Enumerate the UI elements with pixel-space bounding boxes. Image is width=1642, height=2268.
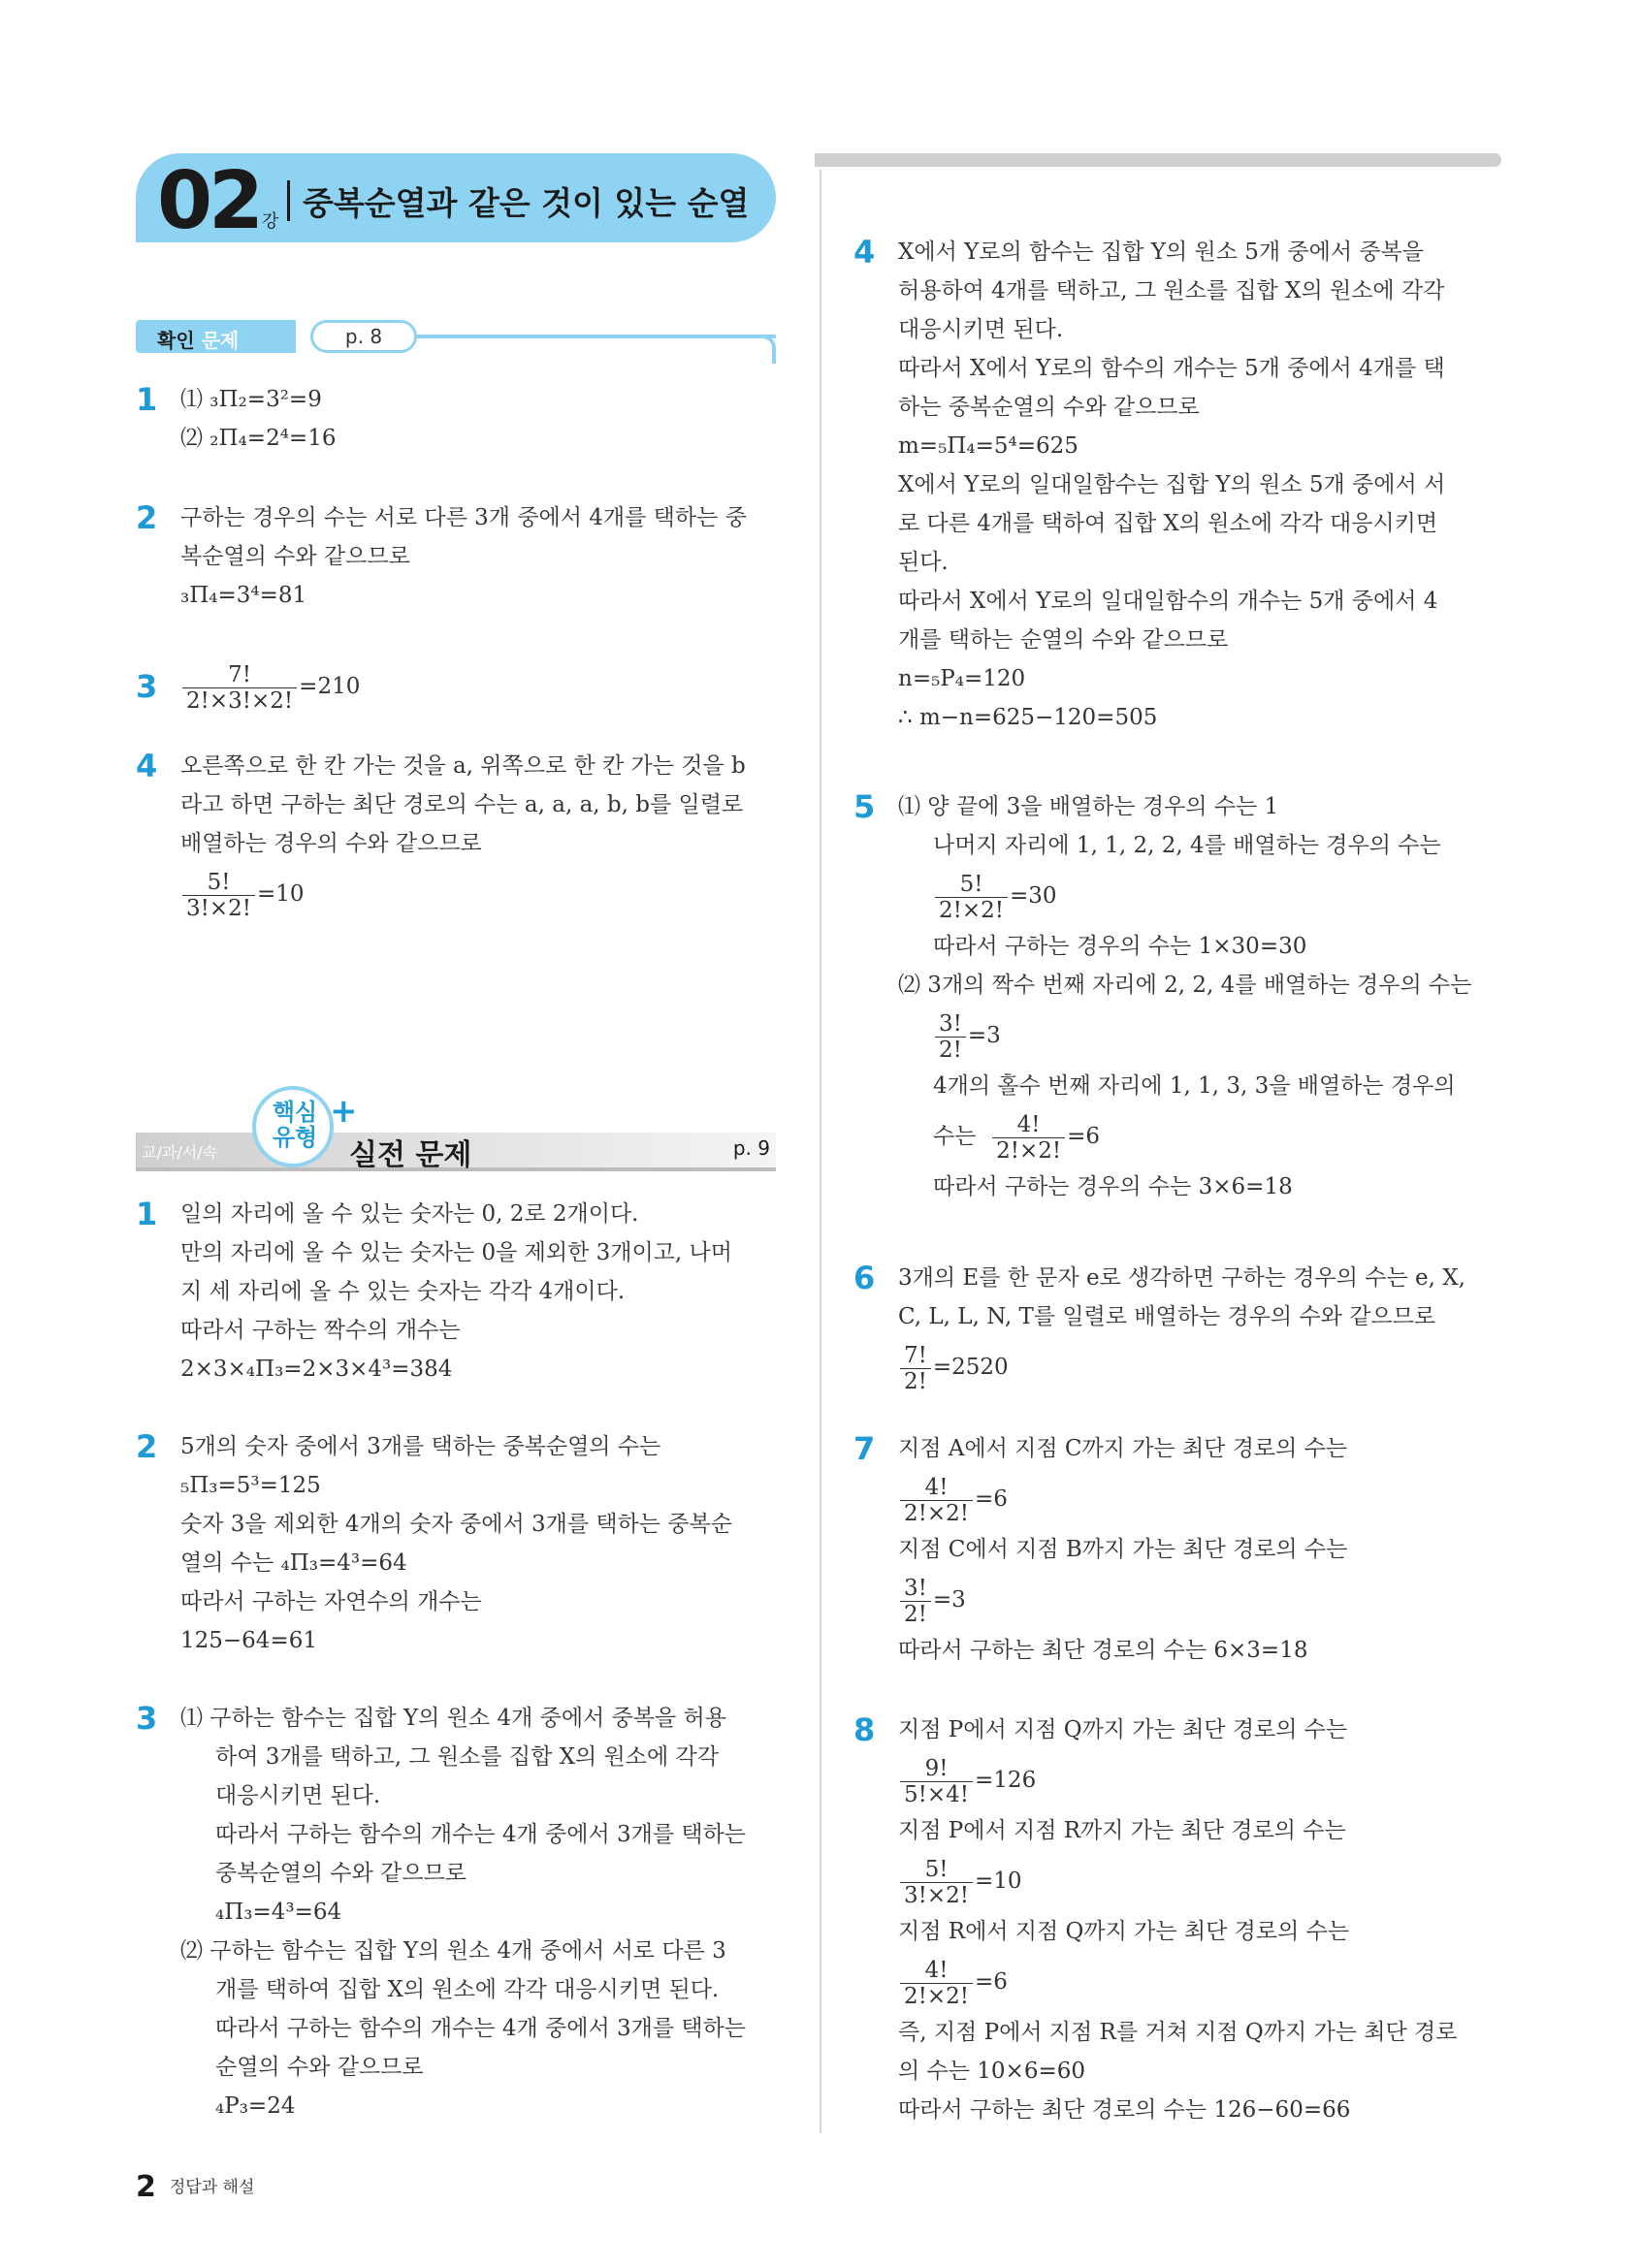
denominator: 2!×3!×2!	[186, 687, 294, 714]
line: 2×3×₄Π₃=2×3×4³=384	[180, 1357, 453, 1382]
section-small-label: 교/과/서/속	[142, 1143, 217, 1162]
denominator: 5!×4!	[904, 1781, 970, 1807]
line: 숫자 3을 제외한 4개의 숫자 중에서 3개를 택하는 중복순	[180, 1512, 732, 1537]
line: 열의 수는 ₄Π₃=4³=64	[180, 1550, 407, 1576]
problem-number: 1	[136, 381, 158, 418]
line: 따라서 구하는 함수의 개수는 4개 중에서 3개를 택하는	[215, 1822, 747, 1847]
problem-body	[898, 1429, 1347, 1670]
line: X에서 Y로의 함수는 집합 Y의 원소 5개 중에서 중복을	[898, 240, 1425, 265]
line: 지점 P에서 지점 R까지 가는 최단 경로의 수는	[898, 1818, 1346, 1843]
problem-number: 6	[853, 1260, 876, 1296]
line: ⑵ 3개의 짝수 번째 자리에 2, 2, 4를 배열하는 경우의 수는	[898, 973, 1472, 998]
line	[898, 865, 1471, 927]
fraction	[935, 872, 1008, 923]
problem-number: 1	[136, 1196, 158, 1232]
line: 따라서 구하는 경우의 수는 1×30=30	[933, 934, 1307, 959]
problem-body	[898, 233, 1445, 737]
problem-body	[180, 1699, 746, 2125]
fraction	[900, 1857, 973, 1908]
line	[898, 1336, 1465, 1398]
problem-body	[180, 498, 747, 615]
result: =6	[975, 1969, 1008, 1995]
result: =210	[299, 674, 361, 699]
problem-number: 7	[853, 1430, 876, 1467]
section-label	[157, 325, 239, 353]
line	[898, 1850, 1457, 1912]
denominator: 2!×2!	[939, 897, 1005, 923]
denominator: 2!×2!	[996, 1137, 1062, 1164]
line	[898, 1569, 1347, 1631]
line: 따라서 구하는 짝수의 개수는	[180, 1318, 461, 1343]
line: 만의 자리에 올 수 있는 숫자는 0을 제외한 3개이고, 나머	[180, 1240, 732, 1265]
line: ₄Π₃=4³=64	[215, 1900, 342, 1925]
problem-body	[898, 1710, 1457, 2129]
line: ⑴ 구하는 함수는 집합 Y의 원소 4개 중에서 중복을 허용	[180, 1706, 726, 1731]
line: ⑵ 구하는 함수는 집합 Y의 원소 4개 중에서 서로 다른 3	[180, 1938, 726, 1964]
section-page-ref: p. 9	[732, 1136, 770, 1160]
numerator: 9!	[900, 1756, 973, 1782]
numerator: 3!	[935, 1011, 966, 1038]
problem-number: 4	[136, 748, 158, 784]
badge-line-1: 핵심	[272, 1099, 318, 1126]
line: 따라서 구하는 최단 경로의 수는 126−60=66	[898, 2097, 1351, 2123]
numerator: 7!	[900, 1343, 931, 1369]
badge-line-2: 유형	[272, 1124, 318, 1151]
page-number: 2	[136, 2170, 156, 2204]
line: 나머지 자리에 1, 1, 2, 2, 4를 배열하는 경우의 수는	[933, 833, 1441, 858]
line	[898, 1105, 1471, 1167]
chapter-title: 중복순열과 같은 것이 있는 순열	[303, 184, 750, 222]
line: ∴ m−n=625−120=505	[898, 705, 1158, 730]
section-header-practice	[136, 1086, 776, 1173]
line: 하여 3개를 택하고, 그 원소를 집합 X의 원소에 각각	[215, 1744, 719, 1770]
line	[180, 863, 746, 925]
section-header-check	[136, 320, 776, 363]
line: 개를 택하는 순열의 수와 같으므로	[898, 627, 1229, 653]
line	[898, 1468, 1347, 1530]
core-type-badge	[252, 1086, 334, 1167]
line: 배열하는 경우의 수와 같으므로	[180, 831, 482, 856]
result: =126	[975, 1768, 1037, 1793]
denominator: 2!×2!	[904, 1500, 970, 1526]
line: 복순열의 수와 같으므로	[180, 544, 410, 569]
line: 라고 하면 구하는 최단 경로의 수는 a, a, a, b, b를 일렬로	[180, 792, 744, 817]
line: 따라서 구하는 자연수의 개수는	[180, 1589, 482, 1614]
numerator: 3!	[900, 1576, 931, 1602]
result: =3	[932, 1587, 966, 1613]
denominator: 2!	[904, 1601, 927, 1627]
problem-number: 5	[853, 788, 876, 825]
line: 지점 C에서 지점 B까지 가는 최단 경로의 수는	[898, 1537, 1348, 1562]
denominator: 2!×2!	[904, 1983, 970, 2009]
result: =6	[975, 1486, 1008, 1512]
line: 따라서 X에서 Y로의 일대일함수의 개수는 5개 중에서 4	[898, 589, 1438, 614]
line: 순열의 수와 같으므로	[215, 2055, 424, 2080]
fraction	[900, 1343, 931, 1394]
denominator: 3!×2!	[186, 895, 252, 921]
numerator: 7!	[182, 662, 297, 688]
problem-number: 2	[136, 1428, 158, 1465]
fraction	[900, 1475, 973, 1526]
problem-number: 4	[853, 234, 876, 271]
line: ⑴ 양 끝에 3을 배열하는 경우의 수는 1	[898, 794, 1279, 819]
line: 4개의 홀수 번째 자리에 1, 1, 3, 3을 배열하는 경우의	[933, 1073, 1456, 1099]
numerator: 5!	[935, 872, 1008, 898]
line: 개를 택하여 집합 X의 원소에 각각 대응시키면 된다.	[215, 1977, 720, 2002]
line: 지점 P에서 지점 Q까지 가는 최단 경로의 수는	[898, 1717, 1348, 1742]
line-text: 수는	[933, 1124, 977, 1149]
line: 오른쪽으로 한 칸 가는 것을 a, 위쪽으로 한 칸 가는 것을 b	[180, 753, 746, 779]
result: =10	[975, 1869, 1022, 1894]
problem-number: 3	[136, 1700, 158, 1737]
line: ⑴ ₃Π₂=3²=9	[180, 387, 322, 412]
line: 따라서 X에서 Y로의 함수의 개수는 5개 중에서 4개를 택	[898, 356, 1445, 381]
line	[180, 655, 360, 718]
line: 구하는 경우의 수는 서로 다른 3개 중에서 4개를 택하는 중	[180, 505, 747, 530]
problem-body	[180, 655, 360, 718]
line: 대응시키면 된다.	[215, 1783, 381, 1808]
line: ⑵ ₂Π₄=2⁴=16	[180, 426, 337, 451]
section-rule	[407, 335, 776, 338]
result: =30	[1010, 883, 1057, 909]
line: 따라서 구하는 함수의 개수는 4개 중에서 3개를 택하는	[215, 2016, 747, 2041]
line: ₄P₃=24	[215, 2093, 296, 2119]
line: 즉, 지점 P에서 지점 R를 거쳐 지점 Q까지 가는 최단 경로	[898, 2020, 1458, 2045]
fraction	[900, 1958, 973, 2009]
result: =3	[967, 1023, 1001, 1048]
line: C, L, L, N, T를 일렬로 배열하는 경우의 수와 같으므로	[898, 1304, 1436, 1329]
line: 허용하여 4개를 택하고, 그 원소를 집합 X의 원소에 각각	[898, 278, 1445, 303]
problem-number: 8	[853, 1711, 876, 1748]
problem-body	[180, 747, 746, 925]
numerator: 4!	[992, 1112, 1065, 1138]
line: X에서 Y로의 일대일함수는 집합 Y의 원소 5개 중에서 서	[898, 472, 1446, 497]
line: 지점 R에서 지점 Q까지 가는 최단 경로의 수는	[898, 1919, 1350, 1944]
line	[898, 1749, 1457, 1811]
footer-text: 정답과 해설	[169, 2178, 255, 2197]
line: ₃Π₄=3⁴=81	[180, 583, 307, 608]
section-title: 실전 문제	[349, 1138, 472, 1172]
result: =10	[257, 881, 305, 907]
numerator: 4!	[900, 1475, 973, 1501]
numerator: 4!	[900, 1958, 973, 1984]
plus-icon: +	[330, 1092, 358, 1131]
column-divider	[820, 170, 821, 2133]
result: =6	[1067, 1124, 1100, 1149]
line: 3개의 E를 한 문자 e로 생각하면 구하는 경우의 수는 e, X,	[898, 1265, 1465, 1291]
section-rule-tail	[757, 335, 776, 364]
problem-body	[180, 380, 336, 458]
line: 지 세 자리에 올 수 있는 숫자는 각각 4개이다.	[180, 1279, 626, 1304]
problem-number: 3	[136, 668, 158, 705]
problem-body	[180, 1195, 732, 1389]
line: 따라서 구하는 경우의 수는 3×6=18	[933, 1174, 1293, 1199]
chapter-number: 02	[157, 155, 261, 247]
chapter-unit: 강	[262, 211, 279, 232]
top-rule	[815, 153, 1501, 167]
section-label-a: 확인	[157, 329, 195, 352]
problem-body	[898, 787, 1471, 1206]
line: 의 수는 10×6=60	[898, 2059, 1085, 2084]
line: 125−64=61	[180, 1628, 317, 1653]
line: 대응시키면 된다.	[898, 317, 1064, 342]
line: 따라서 구하는 최단 경로의 수는 6×3=18	[898, 1638, 1308, 1663]
numerator: 5!	[182, 870, 255, 896]
line: 중복순열의 수와 같으므로	[215, 1861, 467, 1886]
chapter-banner	[136, 153, 776, 247]
result: =2520	[932, 1355, 1009, 1380]
problem-body	[180, 1427, 732, 1660]
line: 지점 A에서 지점 C까지 가는 최단 경로의 수는	[898, 1436, 1348, 1461]
line: 5개의 숫자 중에서 3개를 택하는 중복순열의 수는	[180, 1434, 661, 1459]
section-label-b: 문제	[201, 329, 240, 352]
fraction	[992, 1112, 1065, 1164]
line: ₅Π₃=5³=125	[180, 1473, 321, 1498]
line: 된다.	[898, 550, 949, 575]
problem-body	[898, 1259, 1465, 1398]
line: 일의 자리에 올 수 있는 숫자는 0, 2로 2개이다.	[180, 1201, 639, 1227]
problem-number: 2	[136, 499, 158, 536]
denominator: 2!	[939, 1037, 962, 1063]
line: n=₅P₄=120	[898, 666, 1026, 691]
fraction	[182, 870, 255, 921]
line: 로 다른 4개를 택하여 집합 X의 원소에 각각 대응시키면	[898, 511, 1438, 536]
fraction	[900, 1576, 931, 1627]
fraction	[182, 662, 297, 714]
section-page-ref: p. 8	[310, 320, 417, 353]
numerator: 5!	[900, 1857, 973, 1883]
page-footer	[136, 2170, 254, 2204]
fraction	[935, 1011, 966, 1063]
line	[898, 1005, 1471, 1067]
line	[898, 1951, 1457, 2013]
banner-divider	[287, 180, 290, 221]
denominator: 3!×2!	[904, 1882, 970, 1908]
fraction	[900, 1756, 973, 1807]
denominator: 2!	[904, 1368, 927, 1394]
line: 하는 중복순열의 수와 같으므로	[898, 395, 1200, 420]
line: m=₅Π₄=5⁴=625	[898, 433, 1079, 459]
